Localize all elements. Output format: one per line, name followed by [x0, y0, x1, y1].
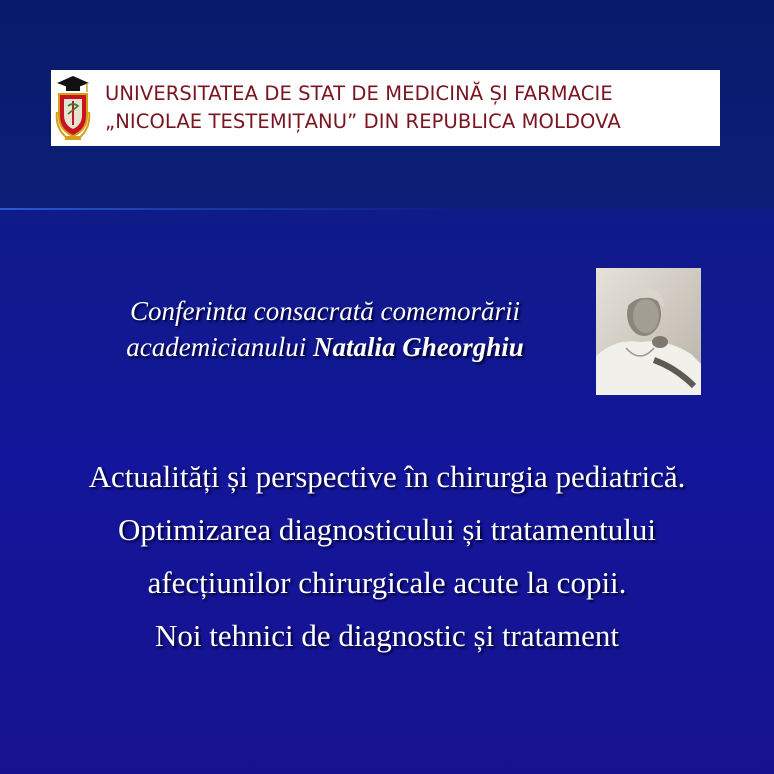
subtitle-line-2: [60, 329, 590, 365]
banner-text: [105, 80, 621, 136]
main-title-line-4: Noi tehnici de diagnostic și tratament: [154, 618, 620, 653]
banner-line-2: „NICOLAE TESTEMIȚANU” DIN REPUBLICA MOLDOVA: [105, 110, 621, 133]
main-title-line-3: afecțiunilor chirurgicale acute la copii.: [147, 565, 627, 600]
subtitle-line-1: Conferinta consacrată comemorării: [130, 296, 520, 326]
banner-line-1: UNIVERSITATEA DE STAT DE MEDICINĂ ȘI FARMACIE: [105, 82, 613, 105]
university-banner: [51, 70, 720, 146]
main-title-line-2: Optimizarea diagnosticului și tratamentului: [117, 512, 657, 547]
main-title-line-1: Actualități și perspective în chirurgia pediatrică.: [88, 459, 686, 494]
header-divider: [0, 208, 774, 210]
university-crest-icon: [53, 72, 93, 144]
subtitle-prefix: academicianului: [126, 332, 313, 362]
portrait-photo: [596, 268, 701, 395]
honoree-name: Natalia Gheorghiu: [312, 332, 524, 362]
conference-subtitle: [60, 293, 590, 365]
main-title: [10, 450, 764, 662]
